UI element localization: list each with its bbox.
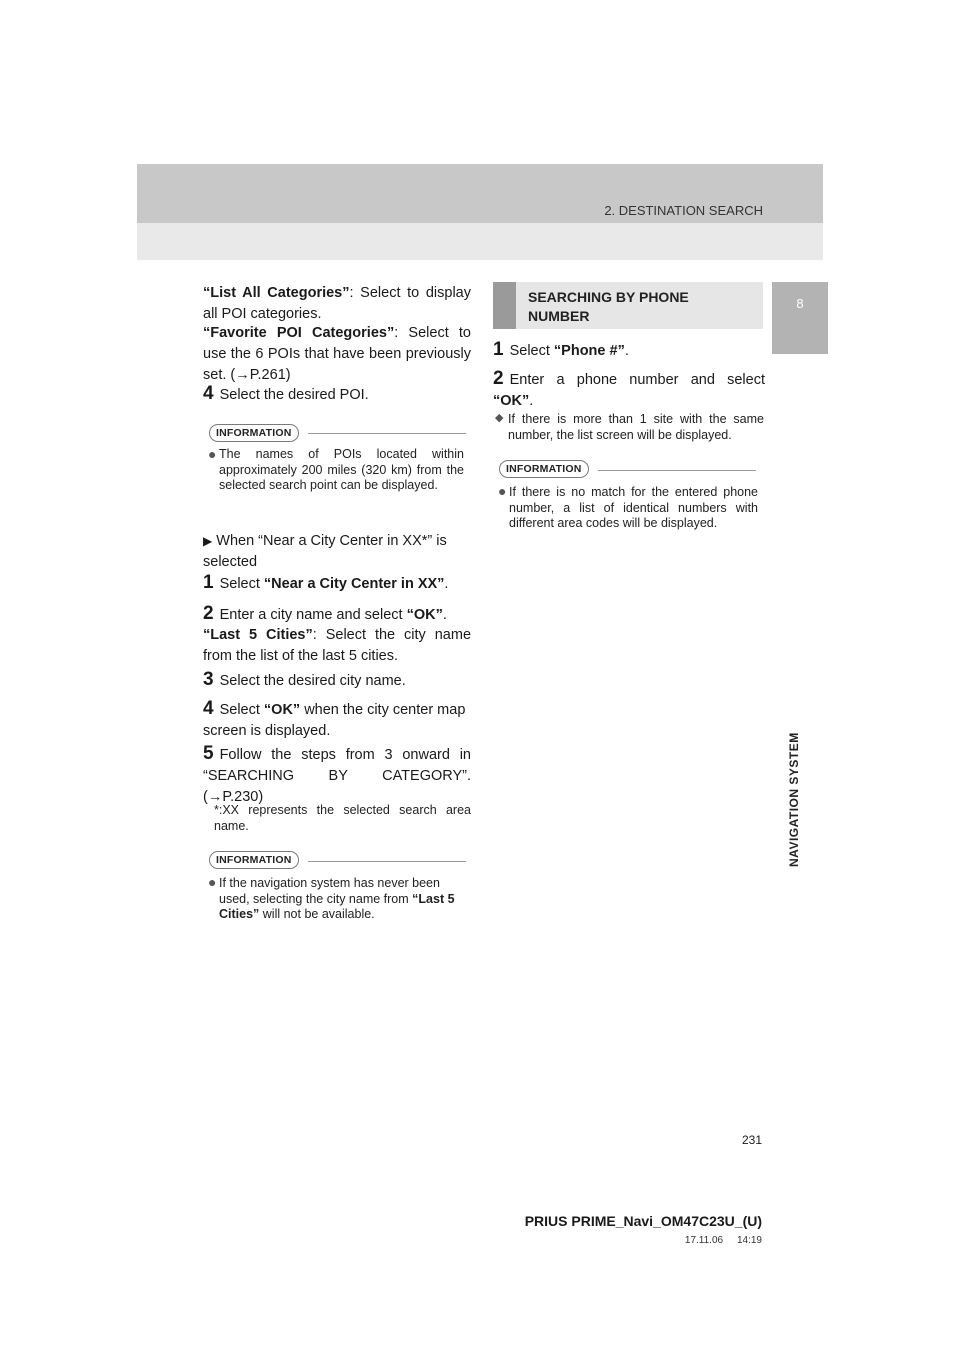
section-heading: SEARCHING BY PHONE NUMBER — [528, 289, 689, 324]
step-text: Select — [219, 576, 264, 592]
bullet-note: If there is more than 1 site with the same number, the list screen will be displayed. — [508, 412, 764, 442]
list-all-categories-paragraph — [203, 283, 471, 325]
bullet-icon: ● — [208, 446, 217, 462]
step-text: Follow the steps from 3 onward in “SEARCHING BY CATEGORY”. (→P.230) — [203, 747, 471, 805]
step-end-text: . — [444, 576, 449, 592]
step-text: Enter a phone number and select — [509, 372, 765, 388]
chapter-title-vertical — [773, 380, 801, 870]
step-end-text: when the city center map screen is displayed. — [203, 702, 466, 739]
information-text-3: If there is no match for the entered phone number, a list of identical numbers with different area codes will be displayed. — [509, 485, 758, 530]
step-number: 2 — [203, 603, 214, 624]
step-number: 3 — [203, 669, 214, 690]
information-text-2 — [219, 876, 464, 923]
step-number: 4 — [203, 698, 214, 719]
information-box-3 — [499, 459, 589, 478]
favorite-poi-paragraph — [203, 323, 471, 386]
step-1-near-city — [203, 572, 448, 594]
step-bold-text: “Phone #” — [553, 343, 625, 359]
step-text: Select — [219, 702, 264, 718]
when-condition — [203, 531, 471, 573]
information-rule — [308, 861, 466, 862]
step-number: 1 — [493, 339, 504, 360]
favorite-poi-text: : Select to use the 6 POIs that have been previously set. (→P.261) — [203, 325, 471, 383]
step-end-text: . — [529, 393, 534, 409]
step-number: 4 — [203, 383, 214, 404]
information-rule — [308, 433, 466, 434]
information-box-2 — [209, 850, 299, 869]
document-title: PRIUS PRIME_Navi_OM47C23U_(U) — [524, 1213, 762, 1229]
information-text: If the navigation system has never been used, selecting the city name from — [219, 876, 440, 906]
information-rule — [598, 470, 756, 471]
information-label: INFORMATION — [499, 460, 589, 478]
information-bold-text: “Last 5 Cities” — [219, 891, 455, 921]
step-1-phone — [493, 339, 629, 361]
chapter-title: NAVIGATION SYSTEM — [787, 732, 801, 867]
step-4-select-ok — [203, 698, 471, 742]
chapter-tab — [772, 282, 828, 354]
step-end-text: . — [442, 607, 447, 623]
bullet-icon: ● — [208, 874, 217, 890]
information-box-1 — [209, 423, 299, 442]
step-text: Enter a city name and select — [219, 607, 407, 623]
information-text-1: The names of POIs located within approximately 200 miles (320 km) from the selected search point can be displayed. — [219, 447, 464, 492]
diamond-bullet-icon: ◆ — [495, 412, 504, 424]
step-bold-text: “OK” — [263, 702, 301, 718]
step-bold-text: “OK” — [406, 607, 443, 623]
step-bold-text: “Near a City Center in XX” — [263, 576, 445, 592]
section-header-title: 2. DESTINATION SEARCH — [604, 203, 763, 218]
step-2-enter-phone — [493, 368, 765, 412]
step-text: Select the desired city name. — [219, 673, 406, 689]
chapter-number: 8 — [796, 296, 804, 311]
triangle-right-icon: ▶ — [203, 534, 213, 548]
last-5-cities-label: “Last 5 Cities” — [203, 627, 313, 643]
step-end-text: . — [624, 343, 629, 359]
step-number: 1 — [203, 572, 214, 593]
last-5-cities-paragraph — [203, 625, 471, 667]
step-number: 2 — [493, 368, 504, 389]
step-number: 5 — [203, 743, 214, 764]
bullet-icon: ● — [498, 483, 507, 499]
header-subband — [137, 223, 823, 260]
list-all-categories-label: “List All Categories” — [203, 285, 350, 301]
step-bold-text: “OK” — [493, 393, 530, 409]
section-heading-bar — [493, 282, 516, 329]
list-all-categories-text: : Select to display all POI categories. — [203, 285, 471, 322]
step-text: Select the desired POI. — [219, 387, 369, 403]
last-5-cities-text: : Select the city name from the list of the last 5 cities. — [203, 627, 472, 664]
step-3-select-city — [203, 669, 406, 691]
document-timestamp: 17.11.06 14:19 — [684, 1235, 762, 1246]
information-end-text: will not be available. — [259, 907, 375, 921]
step-text: Select — [509, 343, 554, 359]
information-label: INFORMATION — [209, 851, 299, 869]
favorite-poi-label: “Favorite POI Categories” — [203, 325, 395, 341]
step-2-enter-city — [203, 603, 447, 625]
footnote: *:XX represents the selected search area name. — [214, 803, 471, 833]
step-select-poi — [203, 383, 369, 405]
information-label: INFORMATION — [209, 424, 299, 442]
when-condition-text: When “Near a City Center in XX*” is selected — [203, 533, 447, 570]
step-5-follow — [203, 743, 471, 808]
page-number: 231 — [741, 1133, 762, 1147]
